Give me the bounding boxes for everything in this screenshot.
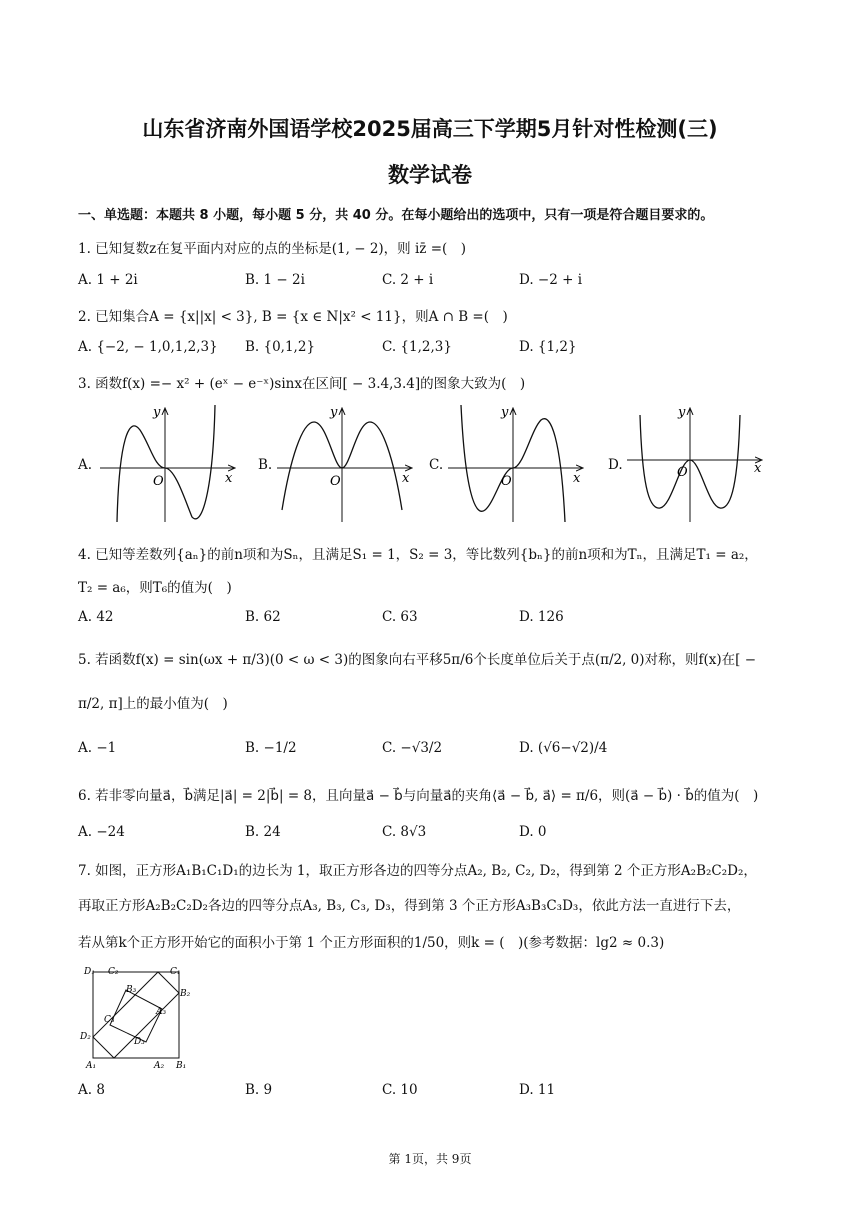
question-4-stem-line-1: 4. 已知等差数列{aₙ}的前n项和为Sₙ，且满足S₁ = 1，S₂ = 3，等比数列{bₙ}的前n项和为Tₙ，且满足T₁ = a₂， [78,547,758,563]
q3-option-c-label: C. [429,457,444,473]
q5-option-b: B. −1/2 [245,740,297,756]
q7-option-b: B. 9 [245,1082,273,1098]
q4-option-a: A. 42 [78,609,114,625]
q4-option-c: C. 63 [382,609,418,625]
section-heading: 一、单选题：本题共 8 小题，每小题 5 分，共 40 分。在每小题给出的选项中，只有一项是符合题目要求的。 [78,208,714,223]
q3-b-y-label: y [330,405,338,420]
q7-option-d: D. 11 [519,1082,556,1098]
fig-label-a1: A₁ [86,1061,97,1071]
question-2-stem: 2. 已知集合A = {x||x| < 3}, B = {x ∈ N|x² < 11}，则A ∩ B =( ) [78,309,508,325]
q5-option-c: C. −√3/2 [382,740,443,756]
fig-label-d2: D₂ [80,1032,91,1042]
page-footer: 第 1页，共 9页 [388,1152,472,1166]
fig-label-b3: B₃ [126,985,137,995]
question-7-stem-line-2: 再取正方形A₂B₂C₂D₂各边的四等分点A₃, B₃, C₃, D₃，得到第 3 个正方形A₃B₃C₃D₃，依此方法一直进行下去， [78,898,741,914]
q3-c-y-label: y [501,405,509,420]
fig-label-c1: C₁ [170,967,181,977]
question-3-stem: 3. 函数f(x) =− x² + (eˣ − e⁻ˣ)sinx在区间[ − 3.4,3.4]的图象大致为( ) [78,376,526,392]
q6-option-b: B. 24 [245,824,281,840]
q3-option-d-label: D. [608,457,623,473]
q2-option-d: D. {1,2} [519,339,577,355]
question-1-stem: 1. 已知复数z在复平面内对应的点的坐标是(1, − 2)，则 iz̄ =( ) [78,241,467,257]
q3-b-origin: O [330,474,341,489]
q4-option-d: D. 126 [519,609,564,625]
q3-a-x-label: x [225,471,233,486]
question-6-stem: 6. 若非零向量a⃗，b⃗满足|a⃗| = 2|b⃗| = 8，且向量a⃗ − b⃗与向量a⃗的夹角⟨a⃗ − b⃗, a⃗⟩ = π/6，则(a⃗ − b⃗) · b⃗的值为( ) [78,788,759,804]
q3-c-origin: O [501,474,512,489]
q3-d-origin: O [677,465,688,480]
q3-d-x-label: x [754,461,762,476]
fig-label-a3: A₃ [156,1007,167,1017]
q1-option-c: C. 2 + i [382,272,434,288]
q6-option-d: D. 0 [519,824,547,840]
q2-option-b: B. {0,1,2} [245,339,316,355]
question-7-stem-line-1: 7. 如图，正方形A₁B₁C₁D₁的边长为 1，取正方形各边的四等分点A₂, B₂, C₂, D₂，得到第 2 个正方形A₂B₂C₂D₂， [78,863,757,879]
q3-graph-a [95,400,245,525]
q3-graph-c [443,400,593,525]
q6-option-a: A. −24 [78,824,125,840]
question-5-stem-line-2: π/2, π]上的最小值为( ) [78,696,228,712]
fig-label-d1: D₁ [84,967,95,977]
q5-option-a: A. −1 [78,740,117,756]
q1-option-b: B. 1 − 2i [245,272,305,288]
q3-a-origin: O [153,474,164,489]
fig-label-b2: B₂ [180,989,191,999]
q7-nested-squares-figure [78,962,198,1072]
question-7-stem-line-3: 若从第k个正方形开始它的面积小于第 1 个正方形面积的1/50，则k = ( )(参考数据：lg2 ≈ 0.3) [78,935,665,951]
question-4-stem-line-2: T₂ = a₆，则T₆的值为( ) [78,580,232,596]
q3-graph-d [622,400,772,525]
q4-option-b: B. 62 [245,609,281,625]
q3-option-a-label: A. [78,457,93,473]
q3-graph-b [272,400,422,525]
q7-option-c: C. 10 [382,1082,418,1098]
fig-label-c2: C₂ [108,967,119,977]
page-title: 山东省济南外国语学校2025届高三下学期5月针对性检测(三) [142,117,718,141]
q1-option-a: A. 1 + 2i [78,272,138,288]
q2-option-c: C. {1,2,3} [382,339,452,355]
q7-option-a: A. 8 [78,1082,105,1098]
fig-label-a2: A₂ [154,1061,165,1071]
q2-option-a: A. {−2, − 1,0,1,2,3} [78,339,218,355]
q6-option-c: C. 8√3 [382,824,427,840]
page-subtitle: 数学试卷 [388,163,472,187]
fig-label-c3: C₃ [104,1015,115,1025]
q3-option-b-label: B. [258,457,273,473]
q5-option-d: D. (√6−√2)/4 [519,740,608,756]
q1-option-d: D. −2 + i [519,272,583,288]
q3-d-y-label: y [678,405,686,420]
question-5-stem-line-1: 5. 若函数f(x) = sin(ωx + π/3)(0 < ω < 3)的图象向右平移5π/6个长度单位后关于点(π/2, 0)对称，则f(x)在[ − [78,652,757,668]
q3-c-x-label: x [573,471,581,486]
fig-label-b1: B₁ [176,1061,187,1071]
q3-b-x-label: x [402,471,410,486]
q3-a-y-label: y [153,405,161,420]
fig-label-d3: D₃ [134,1037,145,1047]
